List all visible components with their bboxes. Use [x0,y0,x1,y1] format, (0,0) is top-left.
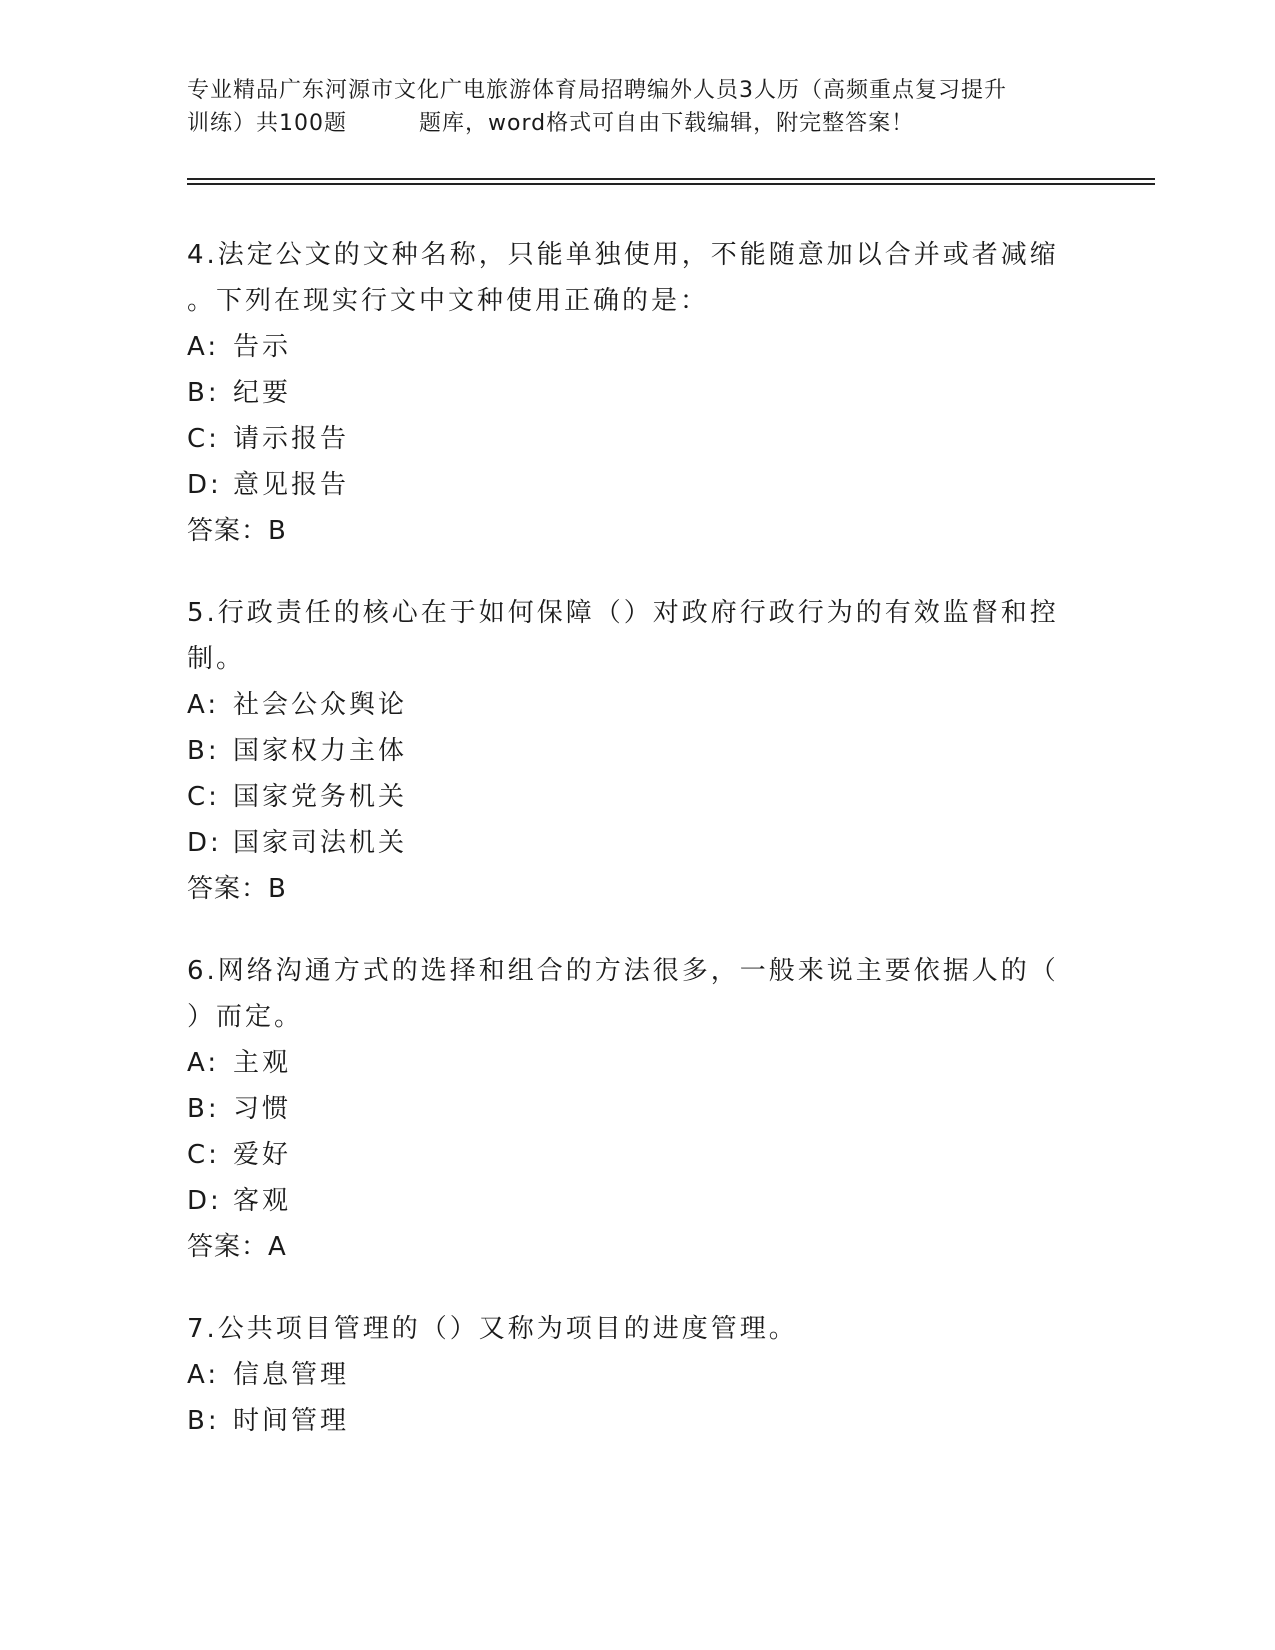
option-key: A: [187,1360,220,1390]
question-6-option-a [187,1040,1067,1086]
option-key: C: [187,1140,220,1170]
header-divider-top [187,178,1155,180]
question-4-option-b [187,370,1067,416]
option-key: C: [187,782,220,812]
question-5-option-d [187,820,1067,866]
question-7 [187,1306,1067,1444]
option-text: 社会公众舆论 [233,690,408,720]
option-key: A: [187,1048,220,1078]
option-key: D: [187,1186,222,1216]
question-6-option-c [187,1132,1067,1178]
option-text: 告示 [233,332,292,362]
question-6-option-b [187,1086,1067,1132]
option-key: B: [187,736,220,766]
option-key: B: [187,1406,220,1436]
question-6-text-line-2: ）而定。 [187,1002,304,1032]
option-text: 爱好 [233,1140,292,1170]
option-text: 国家权力主体 [233,736,408,766]
question-6-option-d [187,1178,1067,1224]
question-5 [187,590,1067,912]
question-4-text-line-2: 。下列在现实行文中文种使用正确的是： [187,286,710,316]
option-key: B: [187,1094,220,1124]
question-7-option-a [187,1352,1067,1398]
header-title-line-2-right: 题库，word格式可自由下载编辑，附完整答案！ [419,111,915,136]
question-5-option-c [187,774,1067,820]
question-6 [187,948,1067,1270]
header-title-line-1: 专业精品广东河源市文化广电旅游体育局招聘编外人员3人历（高频重点复习提升 [187,78,1007,103]
header-title-line-2 [187,107,1087,140]
option-key: D: [187,828,222,858]
option-key: A: [187,332,220,362]
option-text: 国家司法机关 [233,828,408,858]
question-4-option-d [187,462,1067,508]
option-key: D: [187,470,222,500]
question-6-answer: 答案：A [187,1232,287,1262]
question-5-option-b [187,728,1067,774]
question-5-text-line-2: 制。 [187,644,246,674]
option-text: 主观 [233,1048,292,1078]
question-4-option-c [187,416,1067,462]
option-text: 意见报告 [233,470,350,500]
question-5-option-a [187,682,1067,728]
option-key: A: [187,690,220,720]
question-6-text-line-1: 6.网络沟通方式的选择和组合的方法很多，一般来说主要依据人的（ [187,956,1059,986]
document-header [187,74,1087,140]
option-text: 请示报告 [233,424,350,454]
question-4-option-a [187,324,1067,370]
option-text: 纪要 [233,378,292,408]
option-text: 客观 [233,1186,292,1216]
question-7-text-line-1: 7.公共项目管理的（）又称为项目的进度管理。 [187,1314,798,1344]
question-4-answer: 答案：B [187,516,287,546]
question-4 [187,232,1067,554]
question-list [187,232,1067,1480]
option-text: 时间管理 [233,1406,350,1436]
option-key: B: [187,378,220,408]
option-text: 信息管理 [233,1360,350,1390]
question-5-text-line-1: 5.行政责任的核心在于如何保障（）对政府行政行为的有效监督和控 [187,598,1059,628]
header-divider-bottom [187,183,1155,185]
header-title-line-2-left: 训练）共100题 [187,111,347,136]
question-7-option-b [187,1398,1067,1444]
option-text: 国家党务机关 [233,782,408,812]
option-text: 习惯 [233,1094,292,1124]
question-4-text-line-1: 4.法定公文的文种名称，只能单独使用，不能随意加以合并或者减缩 [187,240,1059,270]
option-key: C: [187,424,220,454]
question-5-answer: 答案：B [187,874,287,904]
